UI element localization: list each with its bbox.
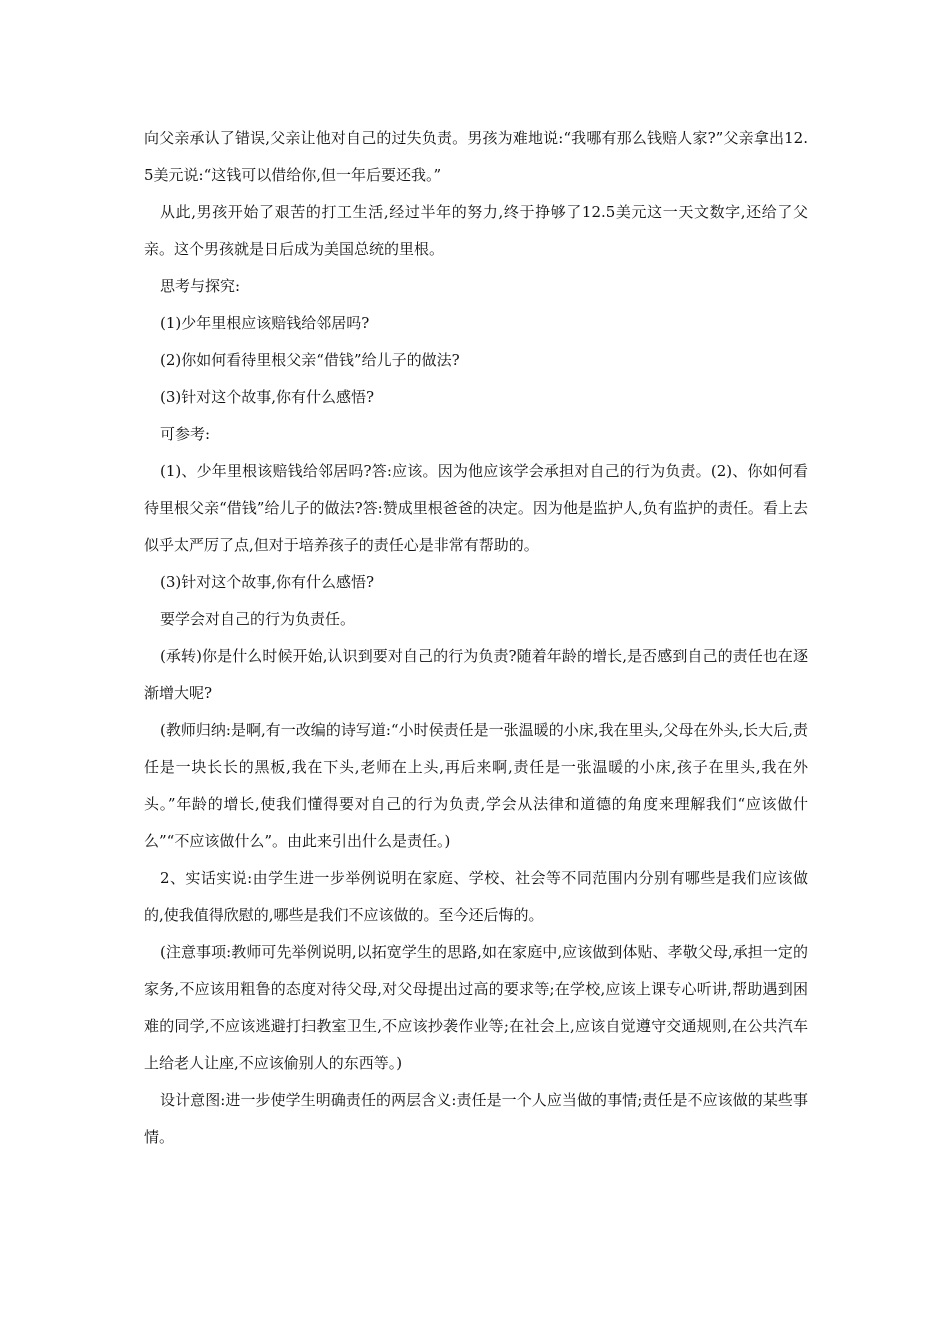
- paragraph-design-intent: 设计意图:进一步使学生明确责任的两层含义:责任是一个人应当做的事情;责任是不应该做的某些事情。: [144, 1091, 808, 1146]
- paragraph-answer-3: 要学会对自己的行为负责任。: [160, 610, 356, 628]
- paragraph-reference-heading: 可参考:: [160, 425, 211, 443]
- paragraph-teacher-summary: (教师归纳:是啊,有一改编的诗写道:“小时侯责任是一张温暖的小床,我在里头,父母在外头,长大后,责任是一块长长的黑板,我在下头,老师在上头,再后来啊,责任是一张温暖的小床,孩子在里头,我在外头。”年龄的增长,使我们懂得要对自己的行为负责,学会从法律和道德的角度来理解我们“应该做什么”“不应该做什么”。由此来引出什么是责任。): [144, 721, 808, 850]
- paragraph-real-talk: 2、实话实说:由学生进一步举例说明在家庭、学校、社会等不同范围内分别有哪些是我们应该做的,使我值得欣慰的,哪些是我们不应该做的。至今还后悔的。: [144, 869, 808, 924]
- paragraph-question-2: (2)你如何看待里根父亲“借钱”给儿子的做法?: [160, 351, 460, 369]
- paragraph-reference-answers: (1)、少年里根该赔钱给邻居吗?答:应该。因为他应该学会承担对自己的行为负责。(2)、你如何看待里根父亲“借钱”给儿子的做法?答:赞成里根爸爸的决定。因为他是监护人,负有监护的责任。看上去似乎太严厉了点,但对于培养孩子的责任心是非常有帮助的。: [144, 462, 808, 554]
- document-body: [144, 120, 808, 1156]
- paragraph-question-1: (1)少年里根应该赔钱给邻居吗?: [160, 314, 370, 332]
- paragraph-question-3: (3)针对这个故事,你有什么感悟?: [160, 388, 375, 406]
- paragraph-story-confession: 向父亲承认了错误,父亲让他对自己的过失负责。男孩为难地说:“我哪有那么钱赔人家?”父亲拿出12.5美元说:“这钱可以借给你,但一年后要还我。”: [144, 129, 808, 184]
- paragraph-think-explore-heading: 思考与探究:: [160, 277, 241, 295]
- paragraph-question-3-repeat: (3)针对这个故事,你有什么感悟?: [160, 573, 375, 591]
- paragraph-notes: (注意事项:教师可先举例说明,以拓宽学生的思路,如在家庭中,应该做到体贴、孝敬父母,承担一定的家务,不应该用粗鲁的态度对待父母,对父母提出过高的要求等;在学校,应该上课专心听讲,帮助遇到困难的同学,不应该逃避打扫教室卫生,不应该抄袭作业等;在社会上,应该自觉遵守交通规则,在公共汽车上给老人让座,不应该偷别人的东西等。): [144, 943, 808, 1072]
- paragraph-story-repayment: 从此,男孩开始了艰苦的打工生活,经过半年的努力,终于挣够了12.5美元这一天文数字,还给了父亲。这个男孩就是日后成为美国总统的里根。: [144, 203, 808, 258]
- paragraph-transition: (承转)你是什么时候开始,认识到要对自己的行为负责?随着年龄的增长,是否感到自己的责任也在逐渐增大呢?: [144, 647, 808, 702]
